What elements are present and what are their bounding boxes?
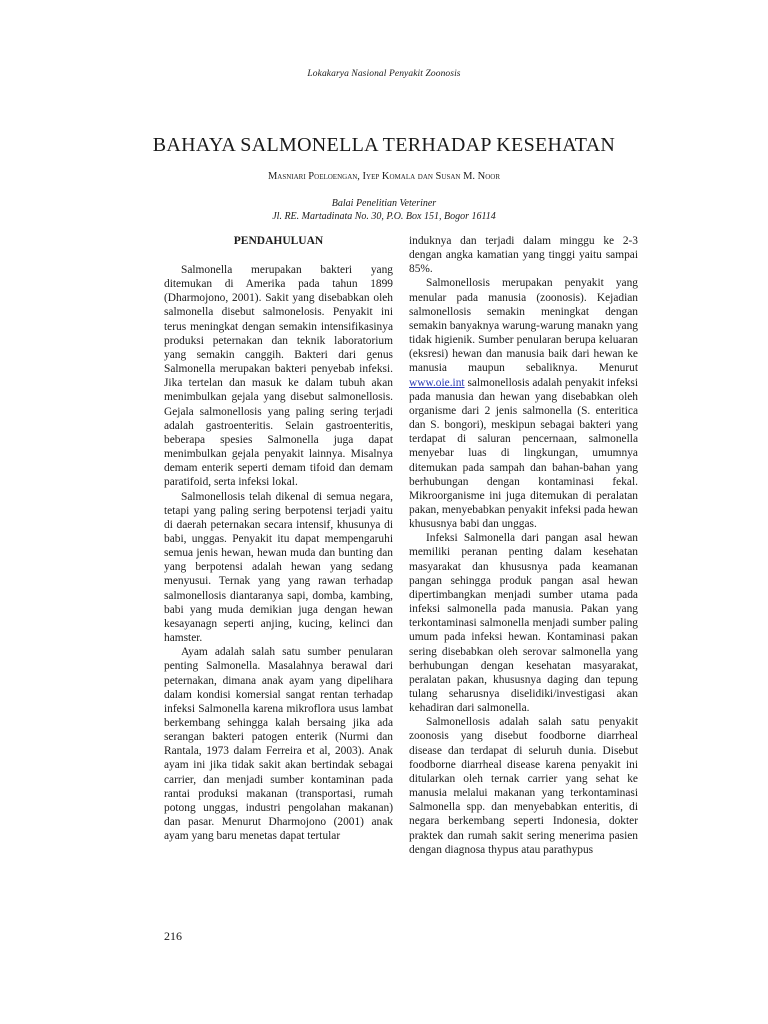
affiliation-address: Jl. RE. Martadinata No. 30, P.O. Box 151, Bogor 16114 — [272, 211, 496, 222]
paragraph-chicken-source: Ayam adalah salah satu sumber penularan penting Salmonella. Masalahnya berawal dari peternakan, dimana anak ayam yang dipelihara dalam kondisi komersial sangat rentan terhadap infeksi Salmonella karena mikroflora usus lambat berkembang sehingga kalah bersaing jika ada serangan bakteri patogen enterik (Nurmi dan Rantala, 1973 dalam Ferreira et al, 2003). Anak ayam ini jika tidak sakit akan bertindak sebagai carrier, dan menjadi sumber kontaminan pada rantai produksi makanan (transportasi, rumah potong unggas, industri pengolahan makanan) dan pasar. Menurut Dharmojono (2001) anak ayam yang baru menetas dapat tertular — [164, 646, 393, 843]
paragraph-continuation: induknya dan terjadi dalam minggu ke 2-3 dengan angka kamatian yang tinggi yaitu sampai 85%. — [409, 235, 638, 276]
author-list: Masniari Poeloengan, Iyep Komala dan Susan M. Noor — [267, 171, 501, 182]
running-head: Lokakarya Nasional Penyakit Zoonosis — [307, 69, 461, 79]
article-title: BAHAYA SALMONELLA TERHADAP KESEHATAN — [152, 134, 616, 156]
affiliation-institution: Balai Penelitian Veteriner — [331, 198, 437, 209]
oie-link[interactable]: www.oie.int — [409, 376, 465, 389]
page-number: 216 — [164, 929, 182, 943]
section-heading: PENDAHULUAN — [233, 235, 324, 247]
affiliation — [0, 197, 768, 223]
paragraph-foodborne: Salmonellosis adalah salah satu penyakit zoonosis yang disebut foodborne diarrheal disease dan terdapat di seluruh dunia. Disebut foodborne diarrheal disease karena penyakit ini ditularkan oleh ternak carrier yang sehat ke manusia melalui makanan yang terkontaminasi Salmonella spp. dan menyebabkan enteritis, di negara berkembang seperti Indonesia, dokter praktek dan rumah sakit sering menerima pasien dengan diagnosa thypus atau parathypus — [409, 716, 638, 856]
paragraph-intro: Salmonella merupakan bakteri yang ditemukan di Amerika pada tahun 1899 (Dharmojono, 2001). Sakit yang disebabkan oleh salmonella disebut salmonelosis. Penyakit ini terus meningkat dengan semakin intensifikasinya produksi peternakan dan teknik laboratorium yang semakin canggih. Bakteri dari genus Salmonella merupakan bakteri penyebab infeksi. Jika tertelan dan masuk ke dalam tubuh akan menimbulkan gejala yang disebut salmonellosis. Gejala salmonellosis yang paling sering terjadi adalah gastroenteritis. Selain gastroenteritis, beberapa spesies Salmonella juga dapat menimbulkan gejala penyakit lainnya. Misalnya demam enterik seperti demam tifoid dan demam paratifoid, serta infeksi lokal. — [164, 264, 393, 489]
left-column — [164, 234, 393, 843]
paragraph-zoonosis: Salmonellosis merupakan penyakit yang menular pada manusia (zoonosis). Kejadian salmonellosis semakin meningkat dengan semakin banyaknya warung-warung manakn yang tidak higienik. Sumber penularan berupa keluaran (eksresi) hewan dan manusia baik dari hewan ke manusia maupun sebaliknya. Menurut www.oie.int salmonellosis adalah penyakit infeksi pada manusia dan hewan yang disebabkan oleh organisme dari 2 jenis salmonella (S. enteritica dan S. bongori), meskipun sebagai bakteri yang terdapat di saluran pencernaan, salmonella menyebar luas di lingkungan, umumnya ditemukan pada sampah dan bahan-bahan yang berhubungan dengan kontaminasi fekal. Mikroorganisme ini juga ditemukan di peralatan pakan, menyebabkan penyakit infeksi pada hewan khususnya babi dan unggas. — [409, 277, 639, 531]
paragraph-food-infection: Infeksi Salmonella dari pangan asal hewan memiliki peranan penting dalam kesehatan masyarakat dan khususnya pada keamanan pangan sehingga produk pangan asal hewan dipertimbangkan menjadi sumber utama pada infeksi salmonella pada manusia. Pakan yang terkontaminasi salmonella menjadi sumber paling umum pada infeksi hewan. Kontaminasi pakan sering disebabkan oleh serovar salmonella yang berhubungan dengan kesehatan masyarakat, peralatan pakan, khususnya daging dan tepung tulang seharusnya diselidiki/investigasi akan kehadiran dari salmonella. — [409, 532, 638, 715]
right-column — [409, 234, 638, 857]
paragraph-salmonellosis-distribution: Salmonellosis telah dikenal di semua negara, tetapi yang paling sering berpotensi terjadi yaitu di daerah peternakan secara intensif, khusunya di babi, unggas. Penyakit itu dapat mempengaruhi semua jenis hewan, hewan muda dan bunting dan yang berpotensi adalah hewan yang sedang menyusui. Ternak yang yang rawan terhadap salmonellosis diantaranya sapi, domba, kambing, babi yang muda demikian juga dengan hewan kesayanagn seperti anjing, kucing, kelinci dan hamster. — [164, 490, 393, 645]
